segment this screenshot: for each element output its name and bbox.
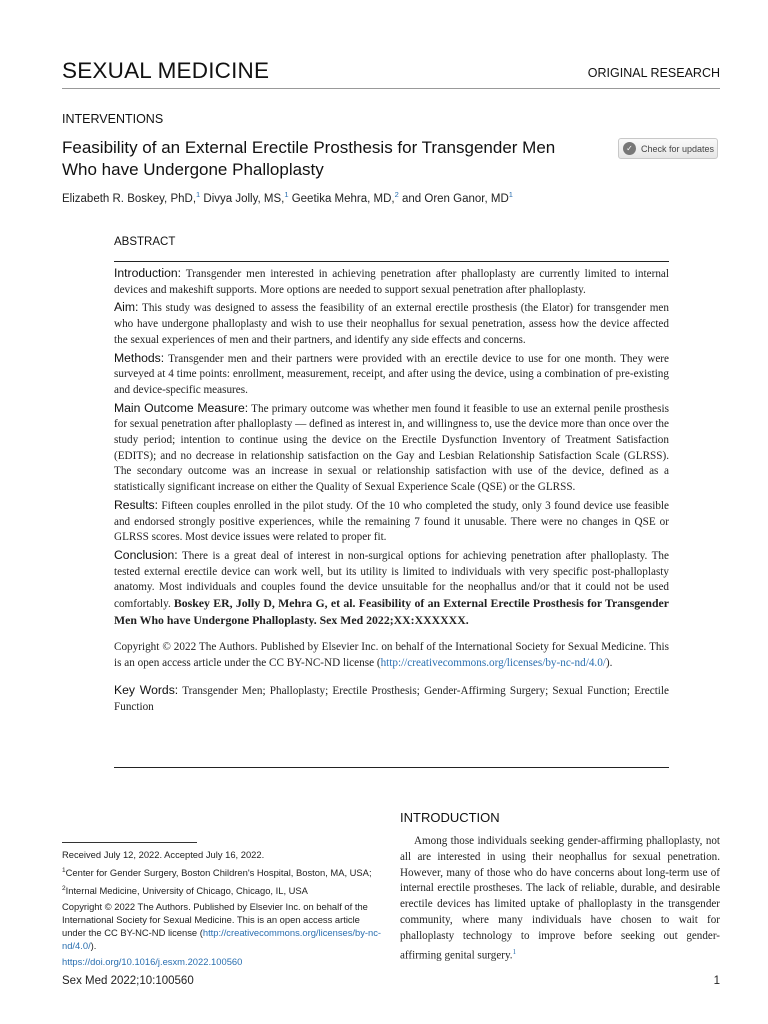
footer-citation: Sex Med 2022;10:100560 (62, 975, 194, 987)
license-link[interactable]: http://creativecommons.org/licenses/by-nc-nd/4.0/ (62, 927, 382, 952)
abstract-subheading: Introduction: (114, 266, 182, 280)
affiliation-ref[interactable]: 2 (394, 190, 399, 199)
abstract-copyright: Copyright © 2022 The Authors. Published by Elsevier Inc. on behalf of the International Society for Sexual Medicine. This is an open access article under the CC BY-NC-ND license (http://creativecommons.org/licenses/by-nc-nd/4.0/). (114, 641, 669, 670)
affiliation-ref[interactable]: 1 (196, 190, 201, 199)
article-type: ORIGINAL RESEARCH (587, 66, 720, 80)
footnote-copyright: Copyright © 2022 The Authors. Published by Elsevier Inc. on behalf of the International Society for Sexual Medicine. This is an open access article under the CC BY-NC-ND license (http://creativecommons.org/licenses/by-nc-nd/4.0/). (62, 901, 382, 952)
footnote-rule (62, 842, 197, 843)
author-list (62, 190, 513, 205)
abstract-citation: Boskey ER, Jolly D, Mehra G, et al. Feasibility of an External Erectile Prosthesis for Transgender Men Who have Undergone Phalloplasty. Sex Med 2022;XX:XXXXXX. (114, 596, 670, 627)
introduction-heading: INTRODUCTION (400, 810, 500, 825)
abstract-body (114, 266, 669, 717)
affiliation-2: $^2$Internal Medicine, University of Chicago, Chicago, IL, USA (62, 885, 308, 897)
crossmark-icon: ✓ (623, 142, 636, 155)
reference-link[interactable]: 1 (512, 947, 517, 956)
article-title: Feasibility of an External Erectile Prosthesis for Transgender Men Who have Undergone Phalloplasty (62, 138, 556, 179)
abstract-subheading: Aim: (114, 300, 139, 315)
abstract-subheading: Main Outcome Measure: (114, 400, 249, 415)
journal-name: SEXUAL MEDICINE (62, 58, 270, 83)
abstract-methods: Methods: Transgender men and their partners were provided with an erectile device to use for one month. They were surveyed at 4 time points: enrollment, measurement, receipt, and after using the device, using a combination of pre-existing and device-specific measures. (114, 350, 669, 396)
affiliation-ref[interactable]: 1 (284, 190, 289, 199)
abstract-outcome: Main Outcome Measure: The primary outcome was whether men found it feasible to use an external penile prosthesis for sexual penetration after phalloplasty — defined as interest in, and willingness to, use the device more than once over the study period; intention to continue using the device on the Erectile Dysfunction Inventory of Treatment Satisfaction (EDITS); and no decrease in relationship satisfaction on the Gay and Lesbian Relationship Satisfaction Scale (GLRSS). The secondary outcome was an increase in sexual or relationship satisfaction with use of the device, defined as a statistically significant increase on either the Quality of Sexual Experience Scale (QSE) or the GLRSS. (114, 400, 669, 494)
author-name: Divya Jolly, MS, (203, 193, 285, 205)
abstract-subheading: Results: (114, 497, 159, 512)
abstract-heading: ABSTRACT (114, 236, 176, 248)
abstract-top-rule (114, 261, 669, 262)
abstract-introduction: Introduction: Transgender men interested in achieving penetration after phalloplasty are currently limited to internal devices and makeshift supports. More options are needed to support sexual penetration after phalloplasty. (114, 266, 669, 296)
author-name: Geetika Mehra, MD, (291, 193, 395, 205)
received-dates: Received July 12, 2022. Accepted July 16, 2022. (62, 849, 265, 860)
doi-link[interactable]: https://doi.org/10.1016/j.esxm.2022.100560 (62, 956, 243, 968)
affiliation-ref[interactable]: 1 (508, 190, 513, 199)
introduction-paragraph: Among those individuals seeking gender-affirming phalloplasty, not all are interested in using their neophallus for sexual penetration. However, many of those who do have concerns about long-term use of internal erectile prostheses. The lack of reliable, durable, and desirable erectile devices has limited uptake of phalloplasty in the transgender community, where many individuals have chosen to wait for phalloplasty technology to improve before seeking out gender-affirming genital surgery.$^1$ (400, 835, 720, 962)
abstract-bottom-rule (114, 767, 669, 768)
affiliation-1: $^1$Center for Gender Surgery, Boston Children's Hospital, Boston, MA, USA; (62, 867, 372, 879)
abstract-results: Results: Fifteen couples enrolled in the pilot study. Of the 10 who completed the study, only 3 found device use feasible and endorsed strongly positive experiences, while the remaining 7 found it unusable. There were no changes in QSE or GLRSS scores. Most device issues were related to proper fit. (114, 497, 670, 544)
header-divider (62, 88, 720, 89)
keywords-heading: Key Words: (114, 682, 179, 697)
author-name: Elizabeth R. Boskey, PhD, (62, 193, 197, 205)
check-for-updates-button[interactable] (618, 138, 718, 159)
author-name: and Oren Ganor, MD (402, 193, 509, 205)
license-link[interactable]: http://creativecommons.org/licenses/by-nc-nd/4.0/ (380, 657, 606, 670)
abstract-keywords: Key Words: Transgender Men; Phalloplasty; Erectile Prosthesis; Gender-Affirming Surgery; Sexual Function; Erectile Function (114, 682, 669, 713)
abstract-subheading: Methods: (114, 350, 165, 365)
check-for-updates-label: Check for updates (641, 143, 715, 154)
page-number: 1 (713, 975, 720, 987)
section-label: INTERVENTIONS (62, 112, 164, 126)
abstract-conclusion: Conclusion: There is a great deal of interest in non-surgical options for achieving penetration after phalloplasty. The tested external erectile device can work well, but its utility is limited to individuals with very specific post-phalloplasty anatomy. Most individuals and couples found the device unsuitable for the neophallus and/or that it could not be used comfortably. Boskey ER, Jolly D, Mehra G, et al. Feasibility of an External Erectile Prosthesis for Transgender Men Who have Undergone Phalloplasty. Sex Med 2022;XX:XXXXXX. (114, 547, 670, 627)
abstract-subheading: Conclusion: (114, 547, 178, 562)
abstract-aim: Aim: This study was designed to assess the feasibility of an external erectile prosthesis (the Elator) for transgender men who have undergone phalloplasty and wish to use their neophallus for sexual penetration, assess how the device affected the sexual experiences of men and their partners, and identify any side effects and concerns. (114, 300, 669, 346)
doi (62, 955, 382, 968)
footnotes (62, 848, 382, 971)
